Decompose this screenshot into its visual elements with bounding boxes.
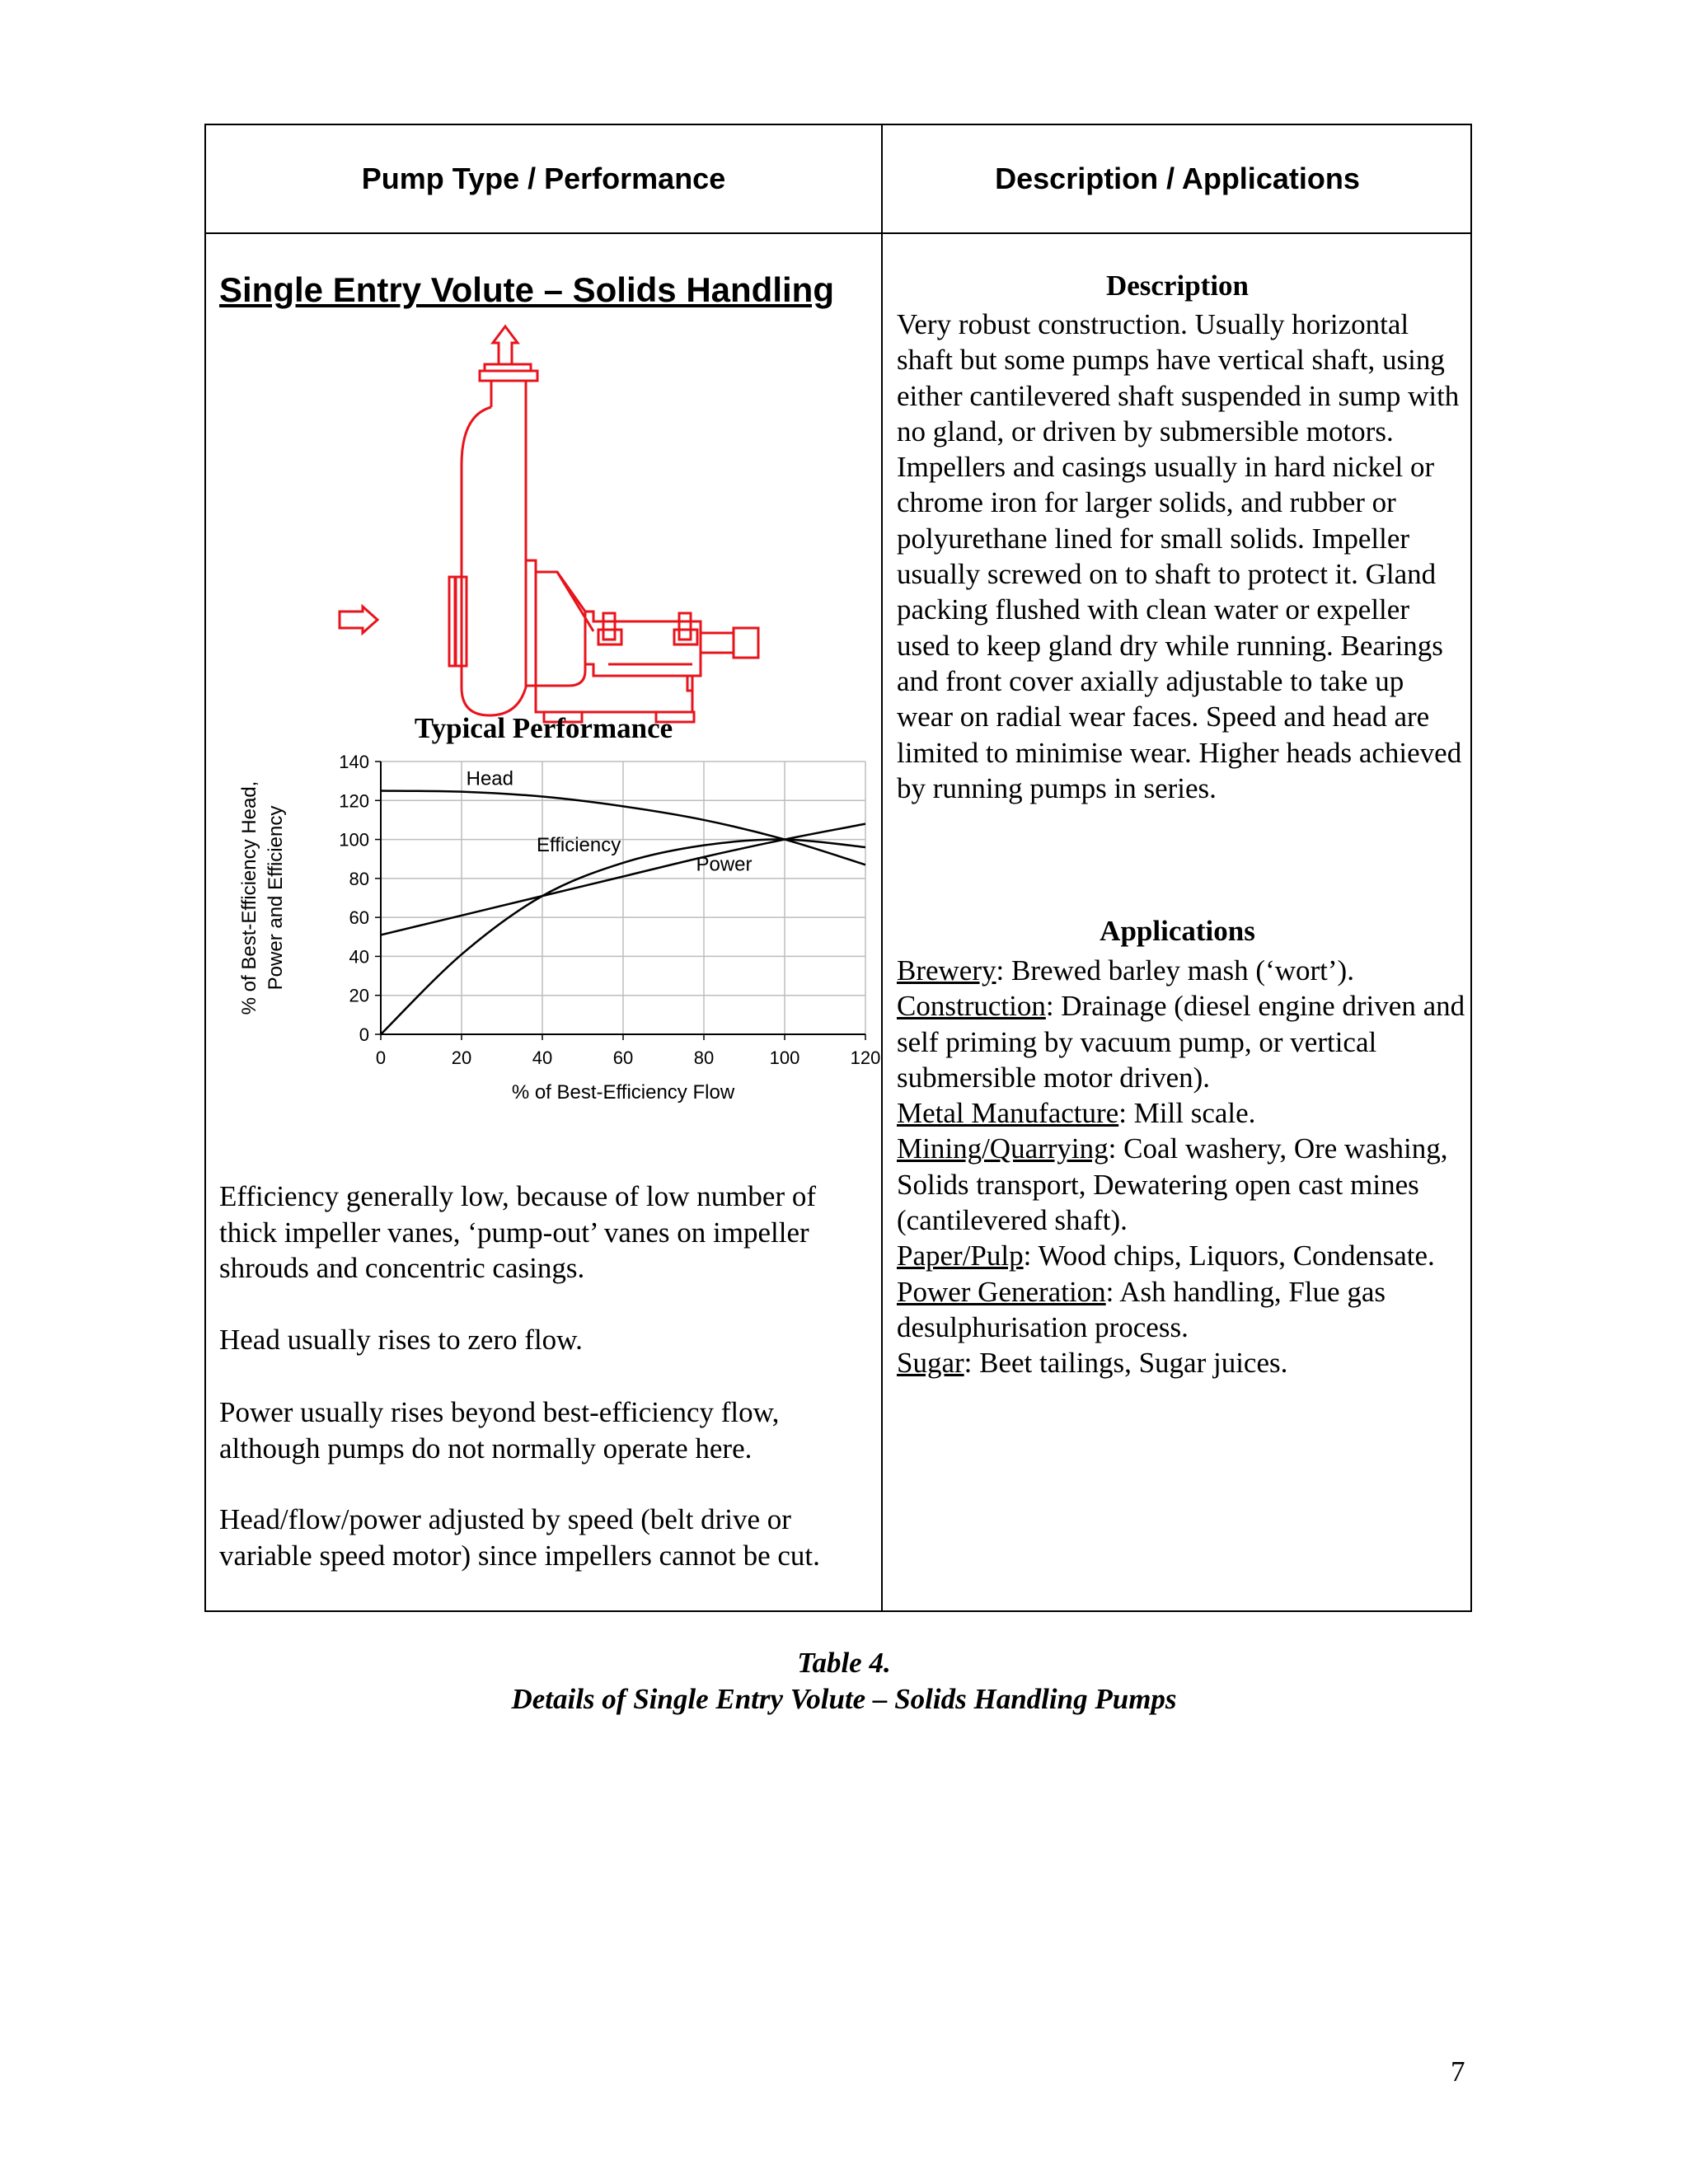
x-tick-label: 20 (451, 1047, 472, 1068)
inlet-arrow-icon (340, 607, 377, 633)
application-name: Mining/Quarrying (897, 1132, 1109, 1165)
outlet-arrow-icon (493, 326, 518, 364)
table-caption (0, 1645, 1688, 1718)
page-number: 7 (1451, 2055, 1465, 2088)
application-name: Metal Manufacture (897, 1097, 1119, 1130)
application-name: Construction (897, 990, 1046, 1023)
performance-chart (223, 752, 882, 1104)
y-axis-label-line2: Power and Efficiency (265, 805, 287, 991)
series-label-power: Power (696, 853, 753, 876)
series-label-efficiency: Efficiency (536, 833, 621, 856)
note-head: Head usually rises to zero flow. (219, 1324, 583, 1356)
applications-heading: Applications (1100, 915, 1255, 947)
application-detail: : Beet tailings, Sugar juices. (964, 1347, 1288, 1380)
y-tick-label: 120 (339, 790, 369, 812)
application-item (897, 1238, 1474, 1273)
application-name: Sugar (897, 1347, 964, 1380)
y-axis-label-line1: % of Best-Efficiency Head, (238, 780, 260, 1015)
applications-list (897, 953, 1474, 1381)
description-text: Very robust construction. Usually horizontal shaft but some pumps have vertical shaft, using either cantilevered shaft suspended in sump with no gland, or driven by submersible motors. Impellers and casings usually in hard nickel or chrome iron for larger solids, and rubber or polyurethane lined for small solids. Impeller usually screwed on to shaft to protect it. Gland packing flushed with clean water or expeller used to keep gland dry while running. Bearings and front cover axially adjustable to take up wear on radial wear faces. Speed and head are limited to minimise wear. Higher heads achieved by running pumps in series. (897, 308, 1462, 804)
pump-details-table (204, 124, 1472, 1612)
application-item (897, 1131, 1474, 1238)
x-tick-label: 120 (850, 1047, 881, 1068)
application-detail: : Brewed barley mash (‘wort’). (996, 954, 1354, 987)
y-tick-label: 60 (349, 907, 369, 929)
pump-schematic-icon (338, 325, 684, 609)
caption-number: Table 4. (797, 1647, 891, 1679)
application-detail: : Drainage (diesel engine driven and self priming by vacuum pump, or vertical submersible motor driven). (897, 990, 1465, 1094)
application-item (897, 953, 1474, 988)
x-tick-label: 0 (375, 1047, 387, 1068)
x-axis-label: % of Best-Efficiency Flow (511, 1081, 735, 1104)
application-item (897, 988, 1474, 1095)
application-detail: : Coal washery, Ore washing, Solids transport, Dewatering open cast mines (cantilevered shaft). (897, 1132, 1448, 1237)
application-item (897, 1095, 1474, 1131)
y-tick-label: 0 (359, 1024, 369, 1045)
header-divider (206, 232, 1470, 234)
application-name: Brewery (897, 954, 996, 987)
application-name: Paper/Pulp (897, 1240, 1024, 1272)
y-tick-label: 100 (339, 829, 369, 851)
x-tick-label: 60 (612, 1047, 634, 1068)
application-item (897, 1345, 1474, 1380)
note-speed: Head/flow/power adjusted by speed (belt drive or variable speed motor) since impellers cannot be cut. (219, 1503, 820, 1572)
application-detail: : Ash handling, Flue gas desulphurisation process. (897, 1275, 1386, 1343)
application-detail: : Mill scale. (1118, 1097, 1256, 1130)
caption-text: Details of Single Entry Volute – Solids Handling Pumps (511, 1683, 1177, 1715)
note-efficiency: Efficiency generally low, because of low number of thick impeller vanes, ‘pump-out’ vanes on impeller shrouds and concentric casings. (219, 1180, 817, 1284)
y-tick-label: 140 (339, 752, 369, 772)
y-tick-label: 20 (349, 985, 369, 1006)
application-item (897, 1274, 1474, 1346)
series-label-head: Head (466, 767, 513, 790)
application-name: Power Generation (897, 1275, 1106, 1308)
application-detail: : Wood chips, Liquors, Condensate. (1023, 1240, 1435, 1272)
chart-title: Typical Performance (414, 712, 673, 744)
y-tick-label: 40 (349, 946, 369, 968)
y-tick-label: 80 (349, 868, 369, 889)
note-power: Power usually rises beyond best-efficiency flow, although pumps do not normally operate here. (219, 1396, 780, 1465)
description-heading: Description (1105, 269, 1250, 302)
x-tick-label: 80 (693, 1047, 715, 1068)
x-tick-label: 40 (532, 1047, 553, 1068)
pump-type-title: Single Entry Volute – Solids Handling (219, 270, 834, 309)
column-header-pump-type: Pump Type / Performance (361, 162, 726, 195)
column-header-description: Description / Applications (995, 162, 1360, 195)
x-tick-label: 100 (769, 1047, 800, 1068)
